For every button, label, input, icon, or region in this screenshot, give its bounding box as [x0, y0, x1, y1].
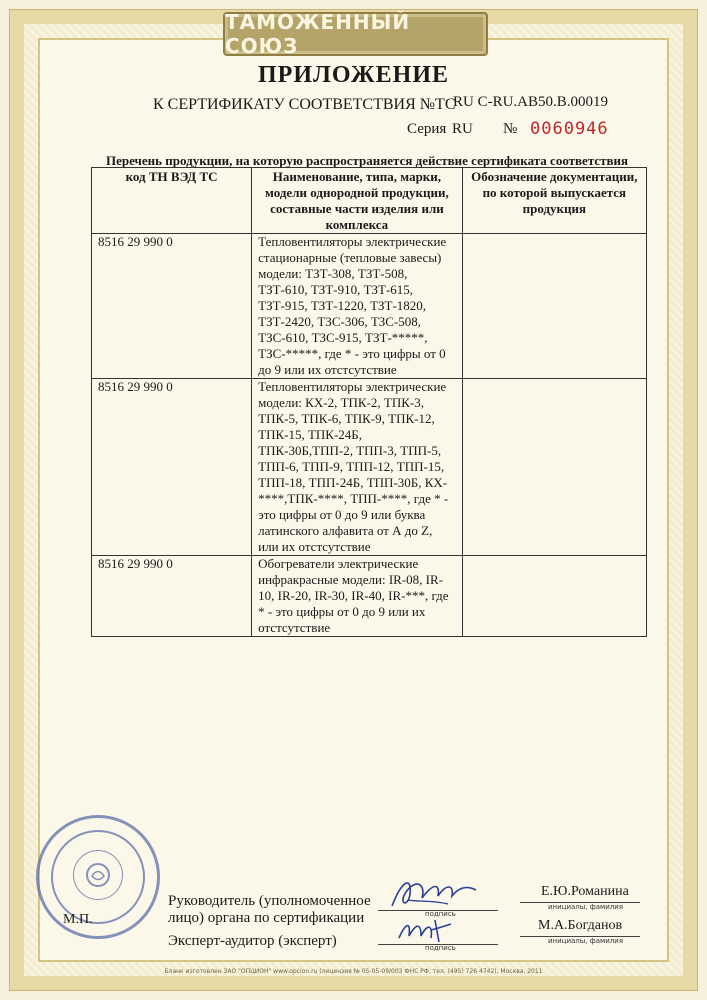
header-name: Наименование, типа, марки, модели однородной продукции, составные части изделия или комплекса: [252, 168, 463, 234]
products-table: [91, 167, 647, 637]
certificate-subtitle: К СЕРТИФИКАТУ СООТВЕТСТВИЯ №ТС: [153, 96, 456, 113]
head-signature-caption: подпись: [425, 910, 456, 918]
head-title-line2: лицо) органа по сертификации: [168, 910, 365, 926]
header-code: код ТН ВЭД ТС: [92, 168, 252, 234]
expert-signature-caption: подпись: [425, 944, 456, 952]
row-code: 8516 29 990 0: [92, 556, 252, 637]
table-header-row: [92, 168, 647, 234]
head-name-caption: инициалы, фамилия: [548, 903, 624, 911]
table-row: [92, 556, 647, 637]
seal-place-label: М.П.: [63, 912, 93, 927]
table-caption: Перечень продукции, на которую распространяется действие сертификата соответствия: [106, 153, 629, 168]
row-name: Тепловентиляторы электрические модели: КХ-2, ТПК-2, ТПК-3, ТПК-5, ТПК-6, ТПК-9, ТПК-12, ТПК-15, ТПК-24Б, ТПК-30Б,ТПП-2, ТПП-3, ТПП-5, ТПП-6, ТПП-9, ТПП-12, ТПП-15, ТПП-18, ТПП-24Б, ТПП-30Б, КХ-****,ТПК-****, ТПП-****, где * - это цифры от 0 до 9 или буква латинского алфавита от А до Z, или их отстсутствие: [252, 379, 463, 556]
certification-seal-icon: [36, 815, 160, 939]
head-name: Е.Ю.Романина: [541, 884, 629, 899]
expert-name: М.А.Богданов: [538, 918, 623, 933]
expert-name-caption: инициалы, фамилия: [548, 937, 624, 945]
row-name: Тепловентиляторы электрические стационарные (тепловые завесы) модели: ТЗТ-308, ТЗТ-508, ТЗТ-610, ТЗТ-910, ТЗТ-615, ТЗТ-915, ТЗТ-1220, ТЗТ-1820, ТЗТ-2420, ТЗС-306, ТЗС-508, ТЗС-610, ТЗС-915, ТЗТ-*****, ТЗС-*****, где * - это цифры от 0 до 9 или их отстсутствие: [252, 234, 463, 379]
customs-union-banner: ТАМОЖЕННЫЙ СОЮЗ: [223, 12, 488, 56]
row-code: 8516 29 990 0: [92, 234, 252, 379]
row-name: Обогреватели электрические инфракрасные модели: IR-08, IR-10, IR-20, IR-30, IR-40, IR-***, где * - это цифры от 0 до 9 или их отстсутствие: [252, 556, 463, 637]
row-doc: [462, 379, 646, 556]
row-code: 8516 29 990 0: [92, 379, 252, 556]
row-doc: [462, 234, 646, 379]
form-number: 0060946: [530, 119, 609, 139]
series-value: RU: [452, 121, 473, 137]
seal-emblem-icon: [84, 861, 112, 889]
seal-center: [73, 850, 123, 900]
header-doc: Обозначение документации, по которой выпускается продукция: [462, 168, 646, 234]
certificate-number: RU C-RU.АВ50.В.00019: [453, 94, 609, 110]
table-row: [92, 379, 647, 556]
head-signature-icon: [388, 870, 480, 914]
expert-title: Эксперт-аудитор (эксперт): [168, 933, 337, 949]
table-row: [92, 234, 647, 379]
series-label: Серия: [407, 121, 447, 137]
number-sign: №: [503, 121, 518, 137]
page-title: ПРИЛОЖЕНИЕ: [257, 62, 450, 88]
head-title-line1: Руководитель (уполномоченное: [168, 893, 371, 909]
printer-footer: Бланк изготовлен ЗАО "ОПЦИОН" www.opcion.ru (лицензия № 05-05-09/003 ФНС РФ, тел. (495) 726 4742), Москва, 2011: [164, 968, 543, 975]
row-doc: [462, 556, 646, 637]
